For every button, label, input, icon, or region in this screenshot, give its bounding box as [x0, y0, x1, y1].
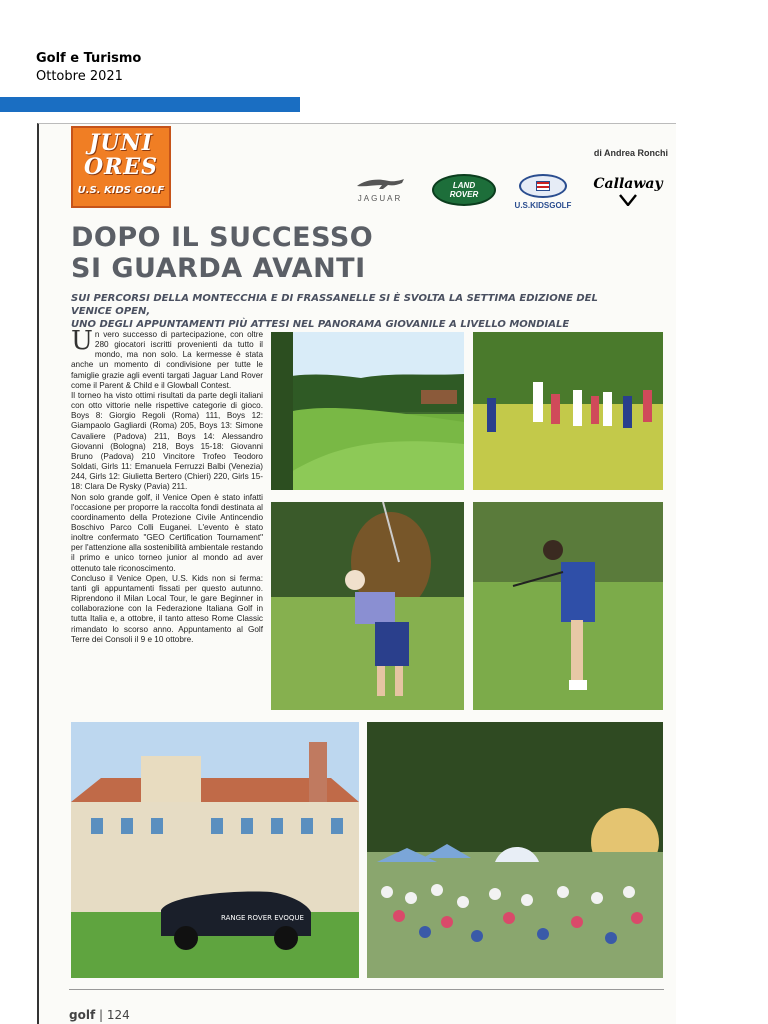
- publication-date: Ottobre 2021: [36, 69, 123, 84]
- paragraph-4: Concluso il Venice Open, U.S. Kids non si ferma: tanti gli appuntamenti fissati per questo autunno. Riprendono il Milan Local Tour, le gare Beginner in collaborazione con la Federazione Italiana Golf in tutta Italia e, a ottobre, il tanto atteso Rome Classic rimandato lo scorso anno. Appuntamento al Golf Terre dei Consoli il 9 e 10 ottobre.: [71, 573, 263, 644]
- drop-cap: U: [71, 326, 93, 356]
- headline-line-1: DOPO IL SUCCESSO: [71, 222, 374, 253]
- publication-title: Golf e Turismo: [36, 51, 142, 66]
- headline-line-2: SI GUARDA AVANTI: [71, 253, 366, 284]
- land-rover-wordmark-1: LAND: [452, 181, 476, 190]
- sponsor-logos: [339, 172, 669, 212]
- photo-juniors-group: [473, 332, 663, 490]
- subhead-line-1: SUI PERCORSI DELLA MONTECCHIA E DI FRASSANELLE SI È SVOLTA LA SETTIMA EDIZIONE DEL VENICE OPEN,: [71, 293, 598, 317]
- byline: di Andrea Ronchi: [593, 148, 668, 158]
- callaway-logo: [593, 172, 663, 212]
- paragraph-2: Il torneo ha visto ottimi risultati da parte degli italiani con otto vittorie nelle rispettive categorie di gioco. Boys 8: Giorgio Regoli (Roma) 111, Boys 12: Giampaolo Gagliardi (Roma) 205, Boys 13: Simone Cavaliere (Padova) 211, Boys 14: Alessandro Giovanni (Bologna) 218, Boys 15-18: Giovanni Bruno (Padova) 210 Vincitore Trofeo Teodoro Soldati, Girls 11: Emanuela Ferruzzi Balbi (Venezia) 244, Girls 12: Giulietta Bertero (Chieri) 220, Girls 15-18: Clara De Rysky (Pavia) 211.: [71, 390, 263, 492]
- article-body: [71, 326, 263, 645]
- us-flag-icon: [536, 181, 550, 191]
- folio-brand: golf: [69, 1008, 96, 1022]
- juniores-badge: [71, 126, 171, 208]
- magazine-page: [37, 123, 676, 1024]
- photo-event-crowd: [367, 722, 663, 978]
- badge-line-1: JUNI: [89, 130, 153, 156]
- land-rover-wordmark-2: ROVER: [449, 190, 479, 199]
- article-headline: [71, 222, 373, 284]
- jaguar-logo: [345, 172, 415, 212]
- accent-bar: [0, 97, 300, 112]
- footer-rule: [69, 989, 664, 990]
- jaguar-wordmark: JAGUAR: [357, 194, 403, 203]
- photo-boy-golfer: [271, 502, 464, 710]
- photo-girl-golfer: [473, 502, 663, 710]
- article-subhead: [71, 292, 641, 331]
- car-decal-text: RANGE ROVER EVOQUE: [221, 914, 304, 922]
- page-folio: golf | 124: [69, 1008, 130, 1022]
- photo-golf-course: [271, 332, 464, 490]
- callaway-wordmark: Callaway: [593, 176, 663, 192]
- publication-header: [36, 50, 141, 86]
- us-kids-wordmark: U.S.KIDSGOLF: [514, 201, 572, 210]
- paragraph-3: Non solo grande golf, il Venice Open è stato infatti l'occasione per proporre la raccolta fondi destinata al coordinamento della Protezione Civile Antincendio Boschivo Parco Colli Euganei. L'evento è stato inoltre confermato "GEO Certification Tournament" per l'attenzione alla sostenibilità ambientale restando il primo e unico torneo junior al mondo ad aver ottenuto tale riconoscimento.: [71, 492, 263, 573]
- land-rover-logo: [432, 172, 498, 212]
- us-kids-golf-logo: [511, 172, 575, 212]
- badge-line-3: U.S. KIDS GOLF: [77, 185, 165, 196]
- subhead-line-2: UNO DEGLI APPUNTAMENTI PIÙ ATTESI NEL PANORAMA GIOVANILE A LIVELLO MONDIALE: [71, 319, 570, 330]
- photo-clubhouse: [71, 722, 359, 978]
- jaguar-leaper-icon: [355, 176, 405, 192]
- folio-page-number: 124: [106, 1008, 130, 1022]
- badge-line-2: ORES: [83, 154, 159, 180]
- callaway-chevron-icon: [619, 194, 637, 208]
- paragraph-1-text: n vero successo di partecipazione, con oltre 280 giocatori iscritti provenienti da tutto il mondo, ma non solo. La kermesse è stata anche un momento di condivisione per tutte le famiglie grazie agli eventi targati Jaguar Land Rover come il Parent & Child e il Glowball Contest.: [71, 330, 263, 390]
- paragraph-1: [71, 326, 263, 391]
